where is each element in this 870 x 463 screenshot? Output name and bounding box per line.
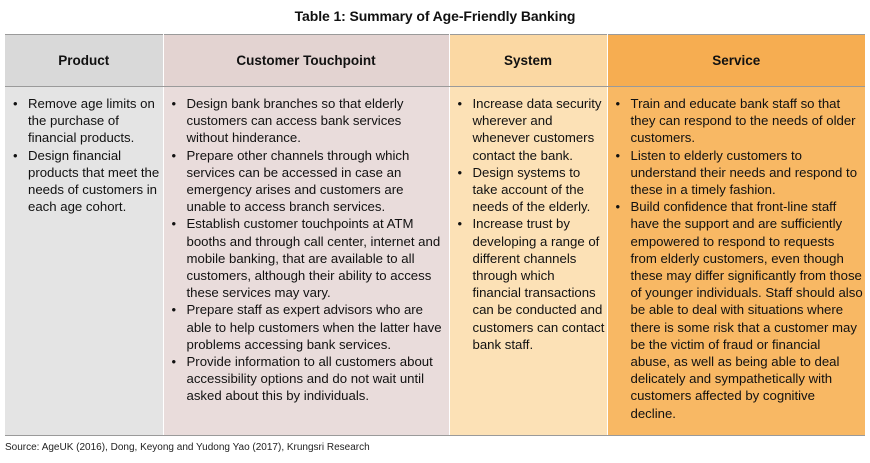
- cell-product: [5, 87, 163, 436]
- cell-system: [449, 87, 607, 436]
- source-note: Source: AgeUK (2016), Dong, Keyong and Yudong Yao (2017), Krungsri Research: [5, 442, 370, 453]
- list-item: • Establish customer touchpoints at ATM booths and through call center, internet and mobile banking, that are available to all customers, although their ability to access these services may vary.: [170, 215, 447, 301]
- header-row: [5, 35, 865, 87]
- list-item: • Increase data security wherever and whenever customers contact the bank.: [456, 95, 605, 164]
- summary-table: [5, 34, 865, 436]
- cell-customer-touchpoint: [163, 87, 449, 436]
- cell-service: [607, 87, 865, 436]
- list-item: • Increase trust by developing a range of different channels through which financial transactions can be conducted and customers can contact bank staff.: [456, 215, 605, 353]
- list-item: • Listen to elderly customers to understand their needs and respond to these in a timely fashion.: [614, 147, 864, 199]
- list-item: • Design systems to take account of the needs of the elderly.: [456, 164, 605, 216]
- table-title: Table 1: Summary of Age-Friendly Banking: [294, 8, 576, 24]
- list-item: • Remove age limits on the purchase of financial products.: [11, 95, 161, 147]
- list-item: • Prepare other channels through which services can be accessed in case an emergency arises and customers are unable to access branch services.: [170, 147, 447, 216]
- header-product: Product: [5, 35, 163, 87]
- service-list: [614, 95, 864, 422]
- system-list: [456, 95, 605, 353]
- content-row: [5, 87, 865, 436]
- list-item: • Provide information to all customers about accessibility options and do not wait until asked about this by individuals.: [170, 353, 447, 405]
- list-item: • Train and educate bank staff so that they can respond to the needs of older customers.: [614, 95, 864, 147]
- list-item: • Prepare staff as expert advisors who are able to help customers when the latter have problems accessing bank services.: [170, 301, 447, 353]
- list-item: • Build confidence that front-line staff have the support and are sufficiently empowered to respond to requests from elderly customers, even though these may differ significantly from those of younger individuals. Staff should also be able to deal with situations where there is some risk that a customer may be the victim of fraud or financial abuse, as well as being able to deal delicately and sympathetically with customers affected by cognitive decline.: [614, 198, 864, 422]
- header-system: System: [449, 35, 607, 87]
- product-list: [11, 95, 161, 215]
- header-service: Service: [607, 35, 865, 87]
- touchpoint-list: [170, 95, 447, 405]
- list-item: • Design bank branches so that elderly customers can access bank services without hinderance.: [170, 95, 447, 147]
- header-customer-touchpoint: Customer Touchpoint: [163, 35, 449, 87]
- list-item: • Design financial products that meet the needs of customers in each age cohort.: [11, 147, 161, 216]
